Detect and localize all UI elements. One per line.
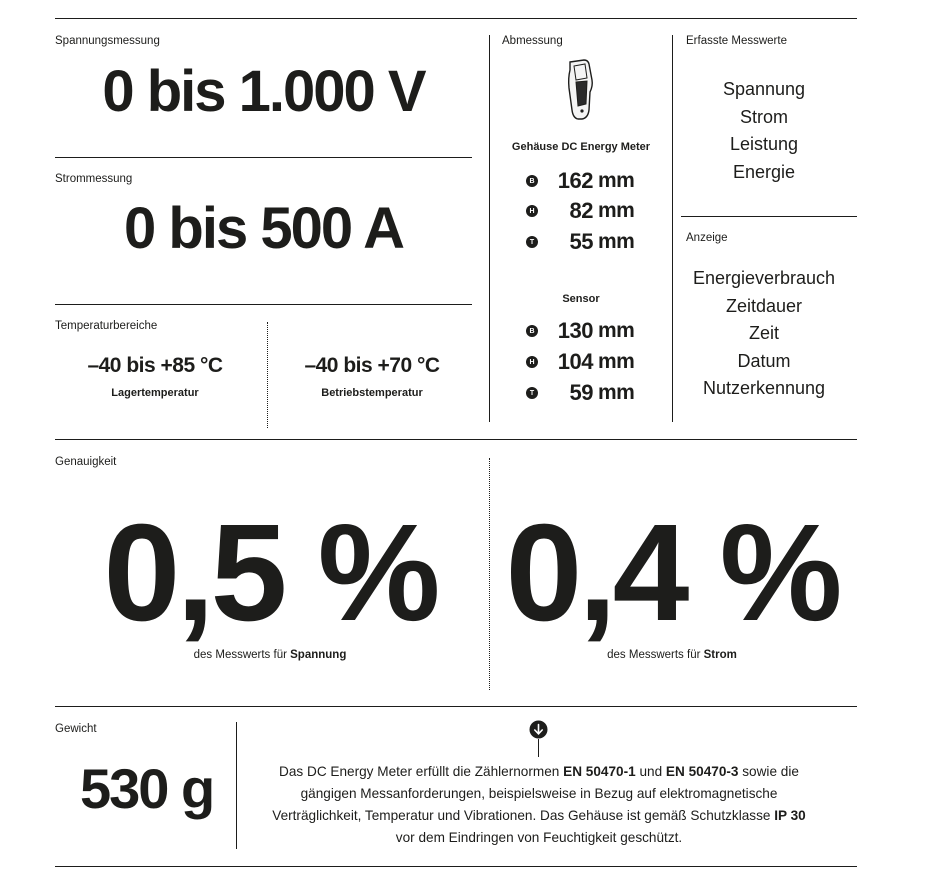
voltage-label: Spannungsmessung <box>55 35 160 47</box>
storage-temperature-value: –40 bis +85 °C <box>87 354 223 377</box>
measured-value-item: Spannung <box>722 79 806 99</box>
divider-temperature <box>267 322 268 428</box>
housing-title: Gehäuse DC Energy Meter <box>511 141 651 153</box>
description-ip-class: IP 30 <box>774 808 806 823</box>
housing-width-row <box>526 167 646 195</box>
sensor-depth-badge: T <box>526 387 538 399</box>
sensor-height-unit: mm <box>598 350 635 373</box>
accuracy-voltage-caption-prefix: des Messwerts für <box>193 649 287 661</box>
dimensions-label: Abmessung <box>502 35 563 47</box>
housing-depth-row <box>526 228 646 256</box>
display-list <box>676 265 852 403</box>
description-standard-1: EN 50470-1 <box>563 764 636 779</box>
temperature-label: Temperaturbereiche <box>55 320 158 332</box>
display-item: Energieverbrauch <box>692 268 836 288</box>
divider-dimensions-right <box>672 35 673 422</box>
rule-top <box>55 18 857 19</box>
rule-bottom <box>55 866 857 867</box>
housing-depth-value: 55 <box>569 229 593 254</box>
measured-value-item: Strom <box>739 106 788 127</box>
display-item: Nutzerkennung <box>702 378 826 399</box>
divider-dimensions-left <box>489 35 490 422</box>
rule-upper-section-bottom <box>55 439 857 440</box>
housing-width-unit: mm <box>598 169 635 192</box>
description-paragraph <box>272 761 806 849</box>
sensor-depth-value: 59 <box>569 380 593 405</box>
display-item: Datum <box>737 350 791 371</box>
rule-accuracy-bottom <box>55 706 857 707</box>
housing-height-badge: H <box>526 205 538 217</box>
housing-width-value: 162 <box>557 168 593 193</box>
accuracy-voltage-caption <box>60 649 480 661</box>
housing-height-value: 82 <box>569 198 593 223</box>
accuracy-current-caption-prefix: des Messwerts für <box>607 649 701 661</box>
measured-value-item: Leistung <box>729 134 799 155</box>
housing-width-badge: B <box>526 175 538 187</box>
operating-temperature-caption: Betriebstemperatur <box>321 387 423 399</box>
sensor-height-row <box>526 348 646 376</box>
rule-voltage-bottom <box>55 157 472 158</box>
sensor-height-value: 104 <box>557 349 593 374</box>
divider-weight <box>236 722 237 849</box>
sensor-title: Sensor <box>562 293 600 305</box>
description-text-3: sowie die gängigen Messanforderungen, beispielsweise in Bezug auf elektromagnetische Verträglichkeit, Temperatur und Vibrationen. Das Gehäuse ist gemäß Schutzklasse <box>272 764 799 823</box>
measured-values-label: Erfasste Messwerte <box>686 35 787 47</box>
operating-temperature-value: –40 bis +70 °C <box>304 354 440 377</box>
display-label: Anzeige <box>686 232 728 244</box>
accuracy-label: Genauigkeit <box>55 456 117 468</box>
energy-meter-device-icon <box>560 58 600 123</box>
sensor-height-badge: H <box>526 356 538 368</box>
measured-value-item: Energie <box>732 161 796 182</box>
accuracy-current-caption <box>462 649 882 661</box>
arrow-down-circle-icon <box>529 720 548 757</box>
current-label: Strommessung <box>55 173 133 185</box>
current-value: 0 bis 500 A <box>124 196 403 261</box>
voltage-value: 0 bis 1.000 V <box>102 59 425 124</box>
accuracy-current-caption-bold: Strom <box>703 649 737 661</box>
housing-height-unit: mm <box>598 199 635 222</box>
description-text-2: und <box>635 764 666 779</box>
description-text-1: Das DC Energy Meter erfüllt die Zählernormen <box>279 764 564 779</box>
display-item: Zeitdauer <box>725 295 803 316</box>
housing-depth-badge: T <box>526 236 538 248</box>
accuracy-voltage-value: 0,5 % <box>103 496 437 650</box>
sensor-width-badge: B <box>526 325 538 337</box>
sensor-width-value: 130 <box>557 318 593 343</box>
accuracy-voltage-caption-bold: Spannung <box>290 649 347 661</box>
sensor-width-row <box>526 317 646 345</box>
sensor-width-unit: mm <box>598 319 635 342</box>
housing-height-row <box>526 197 646 225</box>
measured-values-list <box>676 76 852 186</box>
description-standard-2: EN 50470-3 <box>665 764 739 779</box>
accuracy-current-value: 0,4 % <box>505 496 839 650</box>
rule-current-bottom <box>55 304 472 305</box>
display-item: Zeit <box>748 323 779 344</box>
description-text-4: vor dem Eindringen von Feuchtigkeit geschützt. <box>395 830 683 845</box>
weight-value: 530 g <box>80 757 214 820</box>
rule-measured-bottom <box>681 216 857 217</box>
weight-label: Gewicht <box>55 723 97 735</box>
sensor-depth-unit: mm <box>598 381 635 404</box>
sensor-depth-row <box>526 379 646 407</box>
housing-depth-unit: mm <box>598 230 635 253</box>
storage-temperature-caption: Lagertemperatur <box>111 387 199 399</box>
